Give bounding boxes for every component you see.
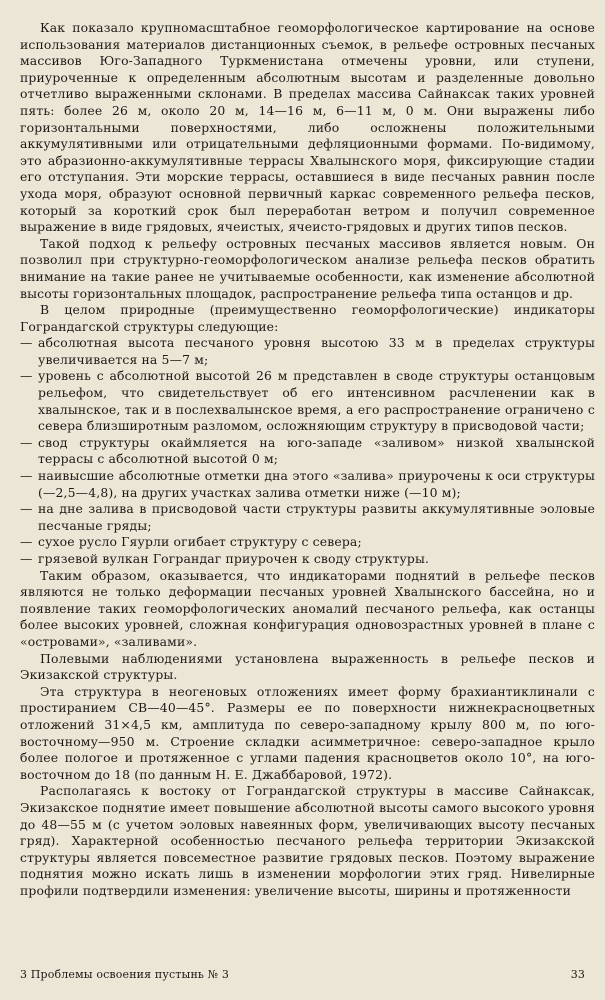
page-number: 33 bbox=[570, 968, 585, 981]
paragraph-2: Такой подход к рельефу островных песчаных массивов является новым. Он позволил при структурно-геоморфологическом анализе рельефа песков обратить внимание на такие ранее не учитываемые особенности, как изменение абсолютной высоты горизонтальных площадок, распространение рельефа типа останцов и др. bbox=[20, 235, 595, 301]
list-item: — наивысшие абсолютные отметки дна этого «залива» приурочены к оси структуры (—2,5—4,8), на других участках залива отметки ниже (—10 м); bbox=[38, 468, 595, 501]
paragraph-3: В целом природные (преимущественно геоморфологические) индикаторы Гогрaндагской структуры следующие: bbox=[20, 302, 595, 334]
list-item: — уровень с абсолютной высотой 26 м представлен в своде структуры останцовым рельефом, что свидетельствует об его интенсивном расчленении как в хвалынское, так и в послехвалынское время, а его распространение ограничено с севера близширотным разломом, осложняющим структуру в присводовой части; bbox=[38, 368, 595, 434]
list-item: — на дне залива в присводовой части структуры развиты аккумулятивные эоловые песчаные гряды; bbox=[38, 501, 595, 534]
list-item: — грязевой вулкан Гогрaндаг приурочен к своду структуры. bbox=[38, 551, 595, 568]
indicators-list bbox=[20, 335, 595, 567]
list-item: — сухое русло Гяурли огибает структуру с севера; bbox=[38, 534, 595, 551]
paragraph-1: Как показало крупномасштабное геоморфологическое картирование на основе использования материалов дистанционных съемок, в рельефе островных песчаных массивов Юго-Западного Туркменистана отмечены уровни, или ступени, приуроченные к определенным абсолютным высотам и разделенные довольно отчетливо выраженными склонами. В пределах массива Сайнаксак таких уровней пять: более 26 м, около 20 м, 14—16 м, 6—11 м, 0 м. Они выражены либо горизонтальными поверхностями, либо осложнены положительными аккумулятивными или отрицательными дефляционными формами. По-видимому, это абразионно-аккумулятивные террасы Хвалынского моря, фиксирующие стадии его отступания. Эти морские террасы, оставшиеся в виде песчаных равнин после ухода моря, образуют основной первичный каркас современного рельефа песков, который за короткий срок был переработан ветром и получил современное выражение в виде грядовых, ячеистых, ячеисто-грядовых и других типов песков. bbox=[20, 20, 595, 235]
paragraph-7: Располагаясь к востоку от Гогрaндагской структуры в массиве Сайнаксак, Экизакское поднятие имеет повышение абсолютной высоты самого высокого уровня до 48—55 м (с учетом эоловых навеянных форм, увеличивающих высоту песчаных гряд). Характерной особенностью песчаного рельефа территории Экизакской структуры является повсеместное развитие грядовых песков. Поэтому выражение поднятия можно искать лишь в изменении морфологии этих гряд. Нивелирные профили подтвердили изменения: увеличение высоты, ширины и протяженности bbox=[20, 783, 595, 898]
list-item: — абсолютная высота песчаного уровня высотою 33 м в пределах структуры увеличивается на 5—7 м; bbox=[38, 335, 595, 368]
footer-signature: 3 Проблемы освоения пустынь № 3 bbox=[20, 968, 230, 981]
page-footer bbox=[20, 968, 585, 982]
paragraph-5: Полевыми наблюдениями установлена выраженность в рельефе песков и Экизакской структуры. bbox=[20, 650, 595, 683]
list-item: — свод структуры окаймляется на юго-западе «заливом» низкой хвалынской террасы с абсолютной высотой 0 м; bbox=[38, 435, 595, 468]
paragraph-6: Эта структура в неогеновых отложениях имеет форму брахиантиклинали с простиранием СВ—40—45°. Размеры ее по поверхности нижнекраснoцветных отложений 31×4,5 км, амплитуда по северо-западному крылу 800 м, по юго-восточному—950 м. Строение складки асимметричное: северо-западное крыло более пологое и протяженное с углами падения красноцветов около 10°, на юго-восточном до 18 (по данным Н. Е. Джаббаровой, 1972). bbox=[20, 683, 595, 782]
paragraph-4: Таким образом, оказывается, что индикаторами поднятий в рельефе песков являются не только деформации песчаных уровней Хвалынского бассейна, но и появление таких геоморфологических аномалий песчаного рельефа, как останцы более высоких уровней, сложная конфигурация одновозрастных уровней в плане с «островами», «заливами». bbox=[20, 567, 595, 649]
